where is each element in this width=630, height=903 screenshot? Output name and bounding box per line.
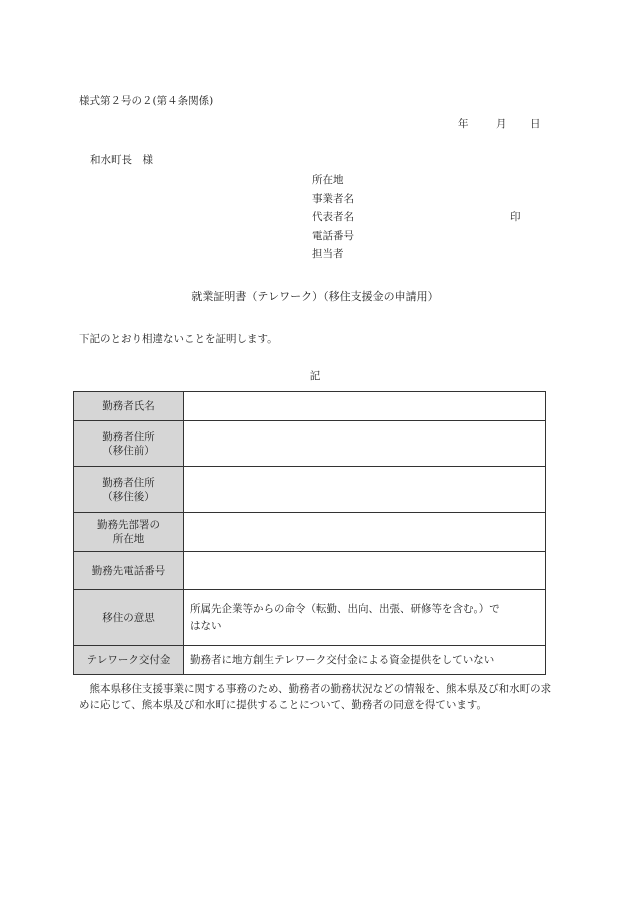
sender-representative-label: 代表者名 xyxy=(312,211,354,223)
document-title: 就業証明書（テレワーク）（移住支援金の申請用） xyxy=(191,290,439,303)
date-line xyxy=(0,119,630,131)
label-workplace-location: 勤務先部署の 所在地 xyxy=(74,513,184,552)
table-row-address-after xyxy=(74,467,546,513)
field-workplace-location[interactable] xyxy=(184,513,546,552)
form-number: 様式第２号の２(第４条関係) xyxy=(79,95,214,107)
seal-mark: 印 xyxy=(510,211,521,223)
date-day: 日 xyxy=(530,118,541,130)
consent-paragraph: 熊本県移住支援事業に関する事務のため、勤務者の勤務状況などの情報を、熊本県及び和水町の求めに応じて、熊本県及び和水町に提供することについて、勤務者の同意を得ています。 xyxy=(79,683,552,711)
table-row-worker-name xyxy=(74,392,546,421)
label-telework-grant: テレワーク交付金 xyxy=(74,646,184,675)
table-row-relocation-intent xyxy=(74,590,546,646)
label-worker-name: 勤務者氏名 xyxy=(74,392,184,421)
value-relocation-intent: 所属先企業等からの命令（転勤、出向、出張、研修等を含む。）で はない xyxy=(184,590,546,646)
table-row-workplace-phone xyxy=(74,552,546,590)
label-address-after: 勤務者住所 （移住後） xyxy=(74,467,184,513)
date-month: 月 xyxy=(496,118,507,130)
sender-contact-label: 担当者 xyxy=(312,248,344,260)
sender-phone-label: 電話番号 xyxy=(312,230,354,242)
certification-statement: 下記のとおり相違ないことを証明します。 xyxy=(79,333,278,345)
field-address-before[interactable] xyxy=(184,421,546,467)
field-workplace-phone[interactable] xyxy=(184,552,546,590)
table-row-workplace-location xyxy=(74,513,546,552)
label-address-before: 勤務者住所 （移住前） xyxy=(74,421,184,467)
ki-marker: 記 xyxy=(309,370,321,382)
field-address-after[interactable] xyxy=(184,467,546,513)
sender-business-label: 事業者名 xyxy=(312,193,354,205)
date-year: 年 xyxy=(458,118,469,130)
value-telework-grant: 勤務者に地方創生テレワーク交付金による資金提供をしていない xyxy=(184,646,546,675)
employment-table xyxy=(73,391,546,675)
table-row-telework-grant xyxy=(74,646,546,675)
field-worker-name[interactable] xyxy=(184,392,546,421)
label-workplace-phone: 勤務先電話番号 xyxy=(74,552,184,590)
table-row-address-before xyxy=(74,421,546,467)
label-relocation-intent: 移住の意思 xyxy=(74,590,184,646)
addressee: 和水町長 様 xyxy=(90,154,153,166)
sender-address-label: 所在地 xyxy=(312,174,344,186)
